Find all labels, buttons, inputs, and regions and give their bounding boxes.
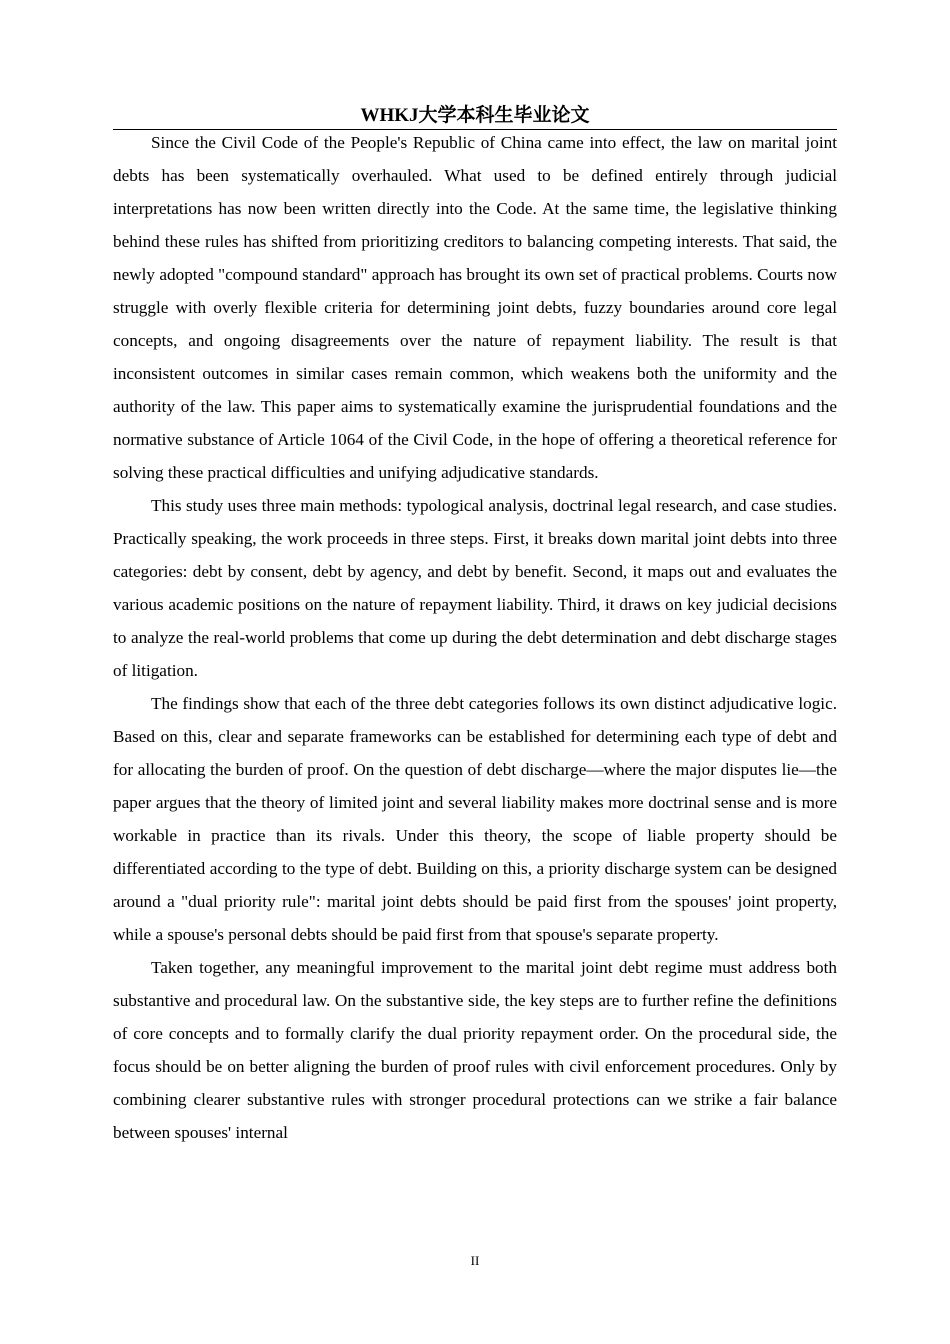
paragraph-1: Since the Civil Code of the People's Republic of China came into effect, the law on marital joint debts has been systematically overhauled. What used to be defined entirely through judicial interpretations has now been written directly into the Code. At the same time, the legislative thinking behind these rules has shifted from prioritizing creditors to balancing competing interests. That said, the newly adopted "compound standard" approach has brought its own set of practical problems. Courts now struggle with overly flexible criteria for determining joint debts, fuzzy boundaries around core legal concepts, and ongoing disagreements over the nature of repayment liability. The result is that inconsistent outcomes in similar cases remain common, which weakens both the uniformity and the authority of the law. This paper aims to systematically examine the jurisprudential foundations and the normative substance of Article 1064 of the Civil Code, in the hope of offering a theoretical reference for solving these practical difficulties and unifying adjudicative standards. xyxy=(113,133,837,482)
body-text xyxy=(113,126,837,1149)
paragraph-4: Taken together, any meaningful improvement to the marital joint debt regime must address both substantive and procedural law. On the substantive side, the key steps are to further refine the definitions of core concepts and to formally clarify the dual priority repayment order. On the procedural side, the focus should be on better aligning the burden of proof rules with civil enforcement procedures. Only by combining clearer substantive rules with stronger procedural protections can we strike a fair balance between spouses' internal xyxy=(113,958,837,1142)
page-number: II xyxy=(470,1253,480,1268)
paragraph-3: The findings show that each of the three debt categories follows its own distinct adjudicative logic. Based on this, clear and separate frameworks can be established for determining each type of debt and for allocating the burden of proof. On the question of debt discharge—where the major disputes lie—the paper argues that the theory of limited joint and several liability makes more doctrinal sense and is more workable in practice than its rivals. Under this theory, the scope of liable property should be differentiated according to the type of debt. Building on this, a priority discharge system can be designed around a "dual priority rule": marital joint debts should be paid first from the spouses' joint property, while a spouse's personal debts should be paid first from that spouse's separate property. xyxy=(113,694,837,944)
page-header-title: WHKJ大学本科生毕业论文 xyxy=(360,105,590,126)
paragraph-2: This study uses three main methods: typological analysis, doctrinal legal research, and case studies. Practically speaking, the work proceeds in three steps. First, it breaks down marital joint debts into three categories: debt by consent, debt by agency, and debt by benefit. Second, it maps out and evaluates the various academic positions on the nature of repayment liability. Third, it draws on key judicial decisions to analyze the real-world problems that come up during the debt determination and debt discharge stages of litigation. xyxy=(113,496,837,680)
